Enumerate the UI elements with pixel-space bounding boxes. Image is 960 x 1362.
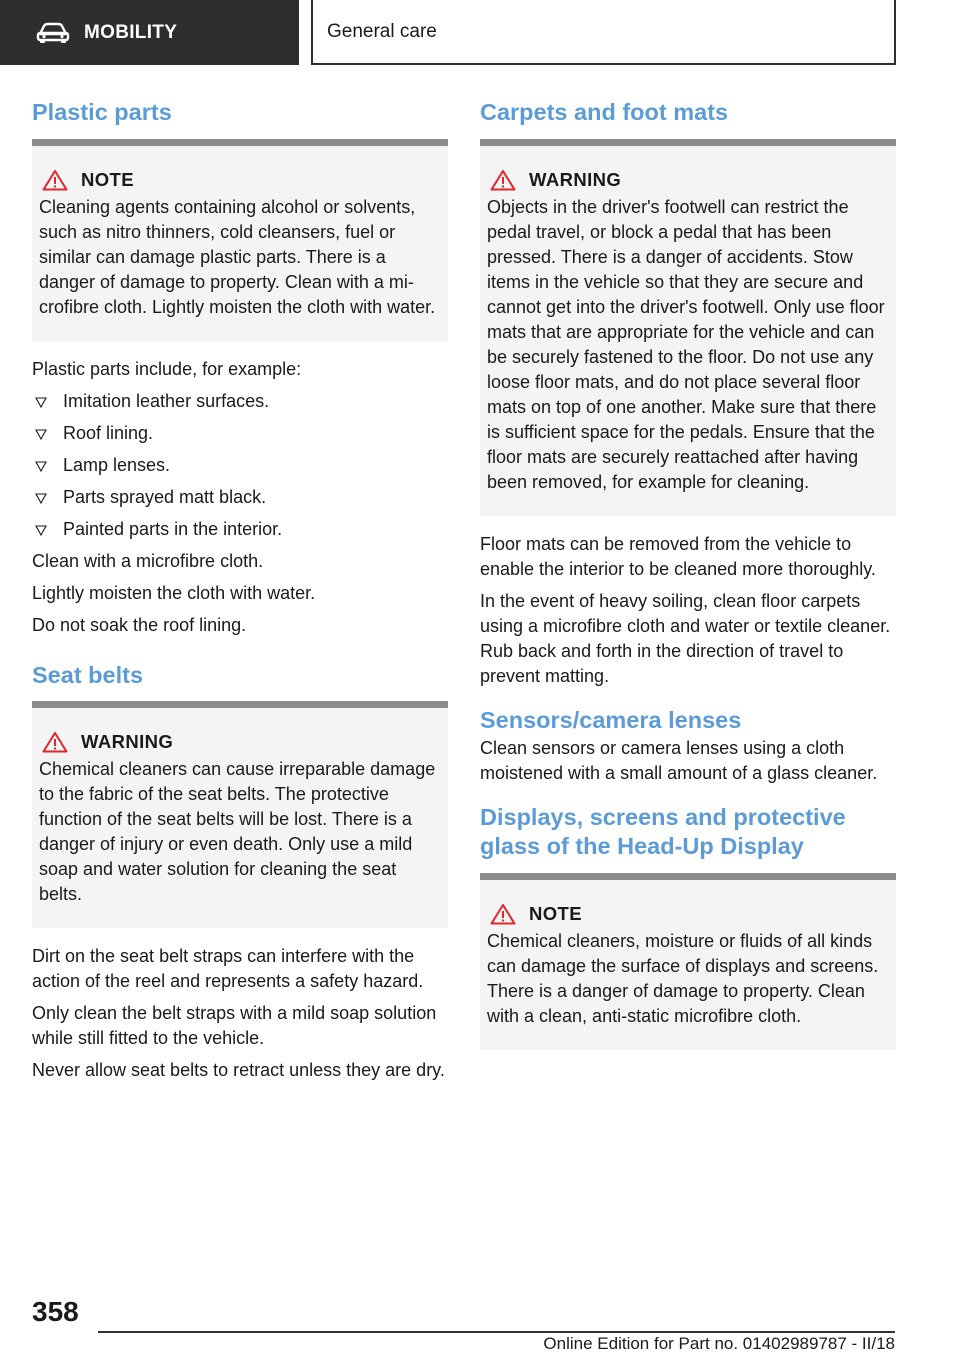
edition-text: Online Edition for Part no. 01402989787 - II/18 (543, 1334, 895, 1353)
seatbelt-para-1: Dirt on the seat belt straps can interfere with the action of the reel and represents a safety hazard. (32, 946, 424, 992)
seatbelt-para-2: Only clean the belt straps with a mild soap solution while still fitted to the vehicle. (32, 1003, 437, 1049)
note-box-displays (480, 873, 896, 1050)
warning-text: Chemical cleaners can cause irreparable damage to the fabric of the seat belts. The protective function of the seat belts will be lost. There is a danger of injury or even death. Only use a mild soap and water solution for cleaning the seat belts. (39, 759, 436, 905)
plastic-list (32, 389, 448, 542)
warning-title (487, 169, 889, 191)
note-text: Chemical cleaners, moisture or fluids of all kinds can damage the surface of displays and screens. There is a danger of damage to property. Clean with a clean, anti-static microfibre cloth. (487, 930, 879, 1026)
heading-carpets: Carpets and foot mats (480, 99, 729, 125)
warning-title (39, 731, 441, 753)
heading-sensors: Sensors/camera lenses (480, 706, 742, 733)
warning-triangle-icon (42, 169, 68, 191)
triangle-bullet-icon (35, 525, 47, 537)
chapter-header (311, 0, 896, 65)
note-label: NOTE (81, 168, 134, 190)
page-number: 358 (32, 1296, 79, 1327)
triangle-bullet-icon (35, 493, 47, 505)
list-item: Imitation leather surfaces. (32, 389, 448, 414)
list-item: Parts sprayed matt black. (32, 485, 448, 510)
note-box-plastic (32, 139, 448, 341)
warning-label: WARNING (81, 731, 174, 753)
note-text: Cleaning agents containing alcohol or solvents, such as nitro thinners, cold cleansers, fuel or similar can damage plastic parts. There is a danger of damage to property. Clean with a microfibre cloth. Lightly moisten the cloth with water. (39, 196, 436, 317)
section-label: MOBILITY (84, 21, 178, 43)
right-column (480, 98, 896, 1066)
plastic-intro: Plastic parts include, for example: (32, 358, 302, 379)
left-column (32, 98, 448, 1090)
list-item: Lamp lenses. (32, 453, 448, 478)
section-tab[interactable] (0, 0, 299, 65)
warning-triangle-icon (42, 731, 68, 753)
warning-box-carpets (480, 139, 896, 516)
footer-divider (98, 1331, 895, 1333)
warning-label: WARNING (529, 168, 622, 190)
list-item: Painted parts in the interior. (32, 517, 448, 542)
triangle-bullet-icon (35, 461, 47, 473)
plastic-para-1: Clean with a microfibre cloth. (32, 550, 264, 571)
warning-triangle-icon (490, 169, 516, 191)
carpets-para-2: In the event of heavy soiling, clean floor carpets using a microfibre cloth and water or textile cleaner. Rub back and forth in the direction of travel to prevent matting. (480, 590, 891, 686)
warning-text: Objects in the driver's footwell can restrict the pedal travel, or block a pedal that has been pressed. There is a danger of accidents. Stow items in the vehicle so that they are secure and cannot get into the driver's footwell. Only use floor mats that are appropriate for the vehicle and can be securely fastened to the floor. Do not use any loose floor mats, and do not place several floor mats on top of one another. Make sure that there is sufficient space for the pedals. Ensure that the floor mats are securely reattached after having been removed, for example for cleaning. (487, 196, 885, 492)
chapter-title: General care (327, 20, 437, 42)
note-title (487, 903, 889, 925)
triangle-bullet-icon (35, 397, 47, 409)
heading-plastic-parts: Plastic parts (32, 99, 172, 125)
triangle-bullet-icon (35, 429, 47, 441)
warning-triangle-icon (490, 903, 516, 925)
carpets-para-1: Floor mats can be removed from the vehicle to enable the interior to be cleaned more thoroughly. (480, 533, 876, 579)
note-label: NOTE (529, 902, 582, 924)
sensors-para: Clean sensors or camera lenses using a cloth moistened with a small amount of a glass cleaner. (480, 738, 878, 784)
plastic-para-3: Do not soak the roof lining. (32, 614, 247, 635)
list-item: Roof lining. (32, 421, 448, 446)
heading-displays: Displays, screens and protective glass of the Head-Up Display (480, 804, 846, 859)
plastic-para-2: Lightly moisten the cloth with water. (32, 582, 316, 603)
car-icon (36, 22, 70, 44)
seatbelt-para-3: Never allow seat belts to retract unless they are dry. (32, 1060, 445, 1081)
note-title (39, 169, 441, 191)
warning-box-seat-belts (32, 701, 448, 928)
heading-seat-belts: Seat belts (32, 661, 144, 688)
